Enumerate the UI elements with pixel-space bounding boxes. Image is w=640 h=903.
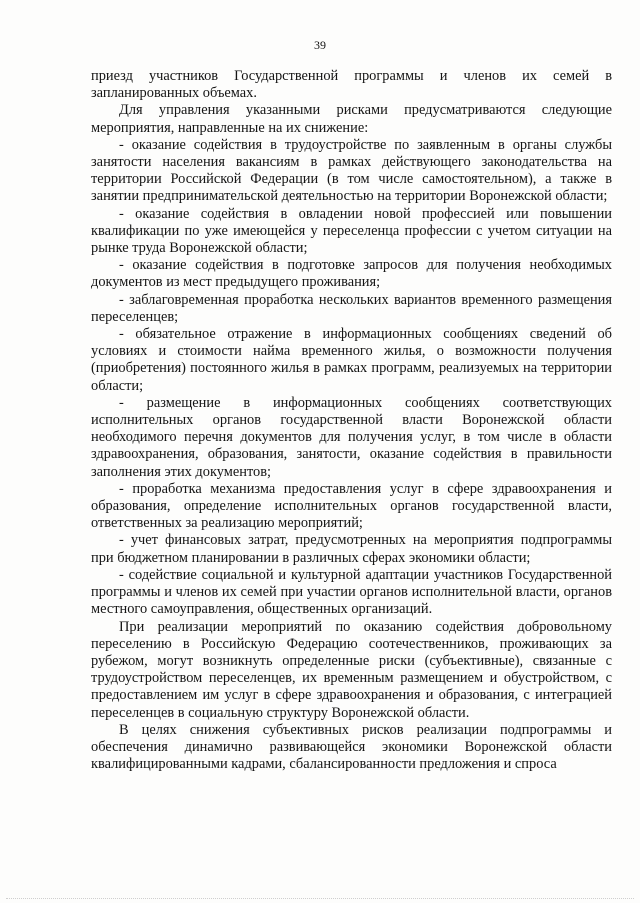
list-item-temporary-housing: - заблаговременная проработка нескольких вариантов временного размещения переселенцев; bbox=[91, 291, 612, 325]
list-item-employment-assistance: - оказание содействия в трудоустройстве по заявленным в органы службы занятости населения вакансиям в рамках действующего законодательства на территории Российской Федерации (в том числе самостоятельном), а также в занятии предпринимательской деятельностью на территории Воронежской области; bbox=[91, 136, 612, 205]
list-item-services-mechanism: - проработка механизма предоставления услуг в сфере здравоохранения и образования, определение исполнительных органов государственной власти, ответственных за реализацию мероприятий; bbox=[91, 480, 612, 532]
list-item-document-requests: - оказание содействия в подготовке запросов для получения необходимых документов из мест предыдущего проживания; bbox=[91, 257, 612, 291]
list-item-documents-list: - размещение в информационных сообщениях соответствующих исполнительных органов государственной власти Воронежской области необходимого перечня документов для получения услуг, в том числе в области здравоохранения, образования, занятости, оказание содействия в правильности заполнения этих документов; bbox=[91, 394, 612, 480]
list-item-adaptation: - содействие социальной и культурной адаптации участников Государственной программы и членов их семей при участии органов исполнительной власти, органов местного самоуправления, общественных организаций. bbox=[91, 566, 612, 618]
paragraph-risk-intro: Для управления указанными рисками предусматриваются следующие мероприятия, направленные на их снижение: bbox=[91, 102, 612, 136]
list-item-financial-costs: - учет финансовых затрат, предусмотренных на мероприятия подпрограммы при бюджетном планировании в различных сферах экономики области; bbox=[91, 532, 612, 566]
paragraph-risk-reduction: В целях снижения субъективных рисков реализации подпрограммы и обеспечения динамично развивающейся экономики Воронежской области квалифицированными кадрами, сбалансированности предложения и спроса bbox=[91, 721, 612, 773]
body-text bbox=[91, 68, 612, 773]
list-item-new-profession: - оказание содействия в овладении новой профессией или повышении квалификации по уже имеющейся у переселенца профессии с учетом ситуации на рынке труда Воронежской области; bbox=[91, 205, 612, 257]
paragraph-subjective-risks: При реализации мероприятий по оказанию содействия добровольному переселению в Российскую Федерацию соотечественников, проживающих за рубежом, могут возникнуть определенные риски (субъективные), связанные с трудоустройством переселенцев, их временным размещением и обустройством, с предоставлением им услуг в сфере здравоохранения и образования, с интеграцией переселенцев в социальную структуру Воронежской области. bbox=[91, 618, 612, 721]
list-item-housing-information: - обязательное отражение в информационных сообщениях сведений об условиях и стоимости найма временного жилья, о возможности получения (приобретения) постоянного жилья в рамках программ, реализуемых на территории области; bbox=[91, 326, 612, 394]
paragraph-continuation: приезд участников Государственной программы и членов их семей в запланированных объемах. bbox=[91, 68, 612, 102]
scan-edge-line bbox=[6, 898, 634, 899]
page-number: 39 bbox=[314, 38, 326, 52]
